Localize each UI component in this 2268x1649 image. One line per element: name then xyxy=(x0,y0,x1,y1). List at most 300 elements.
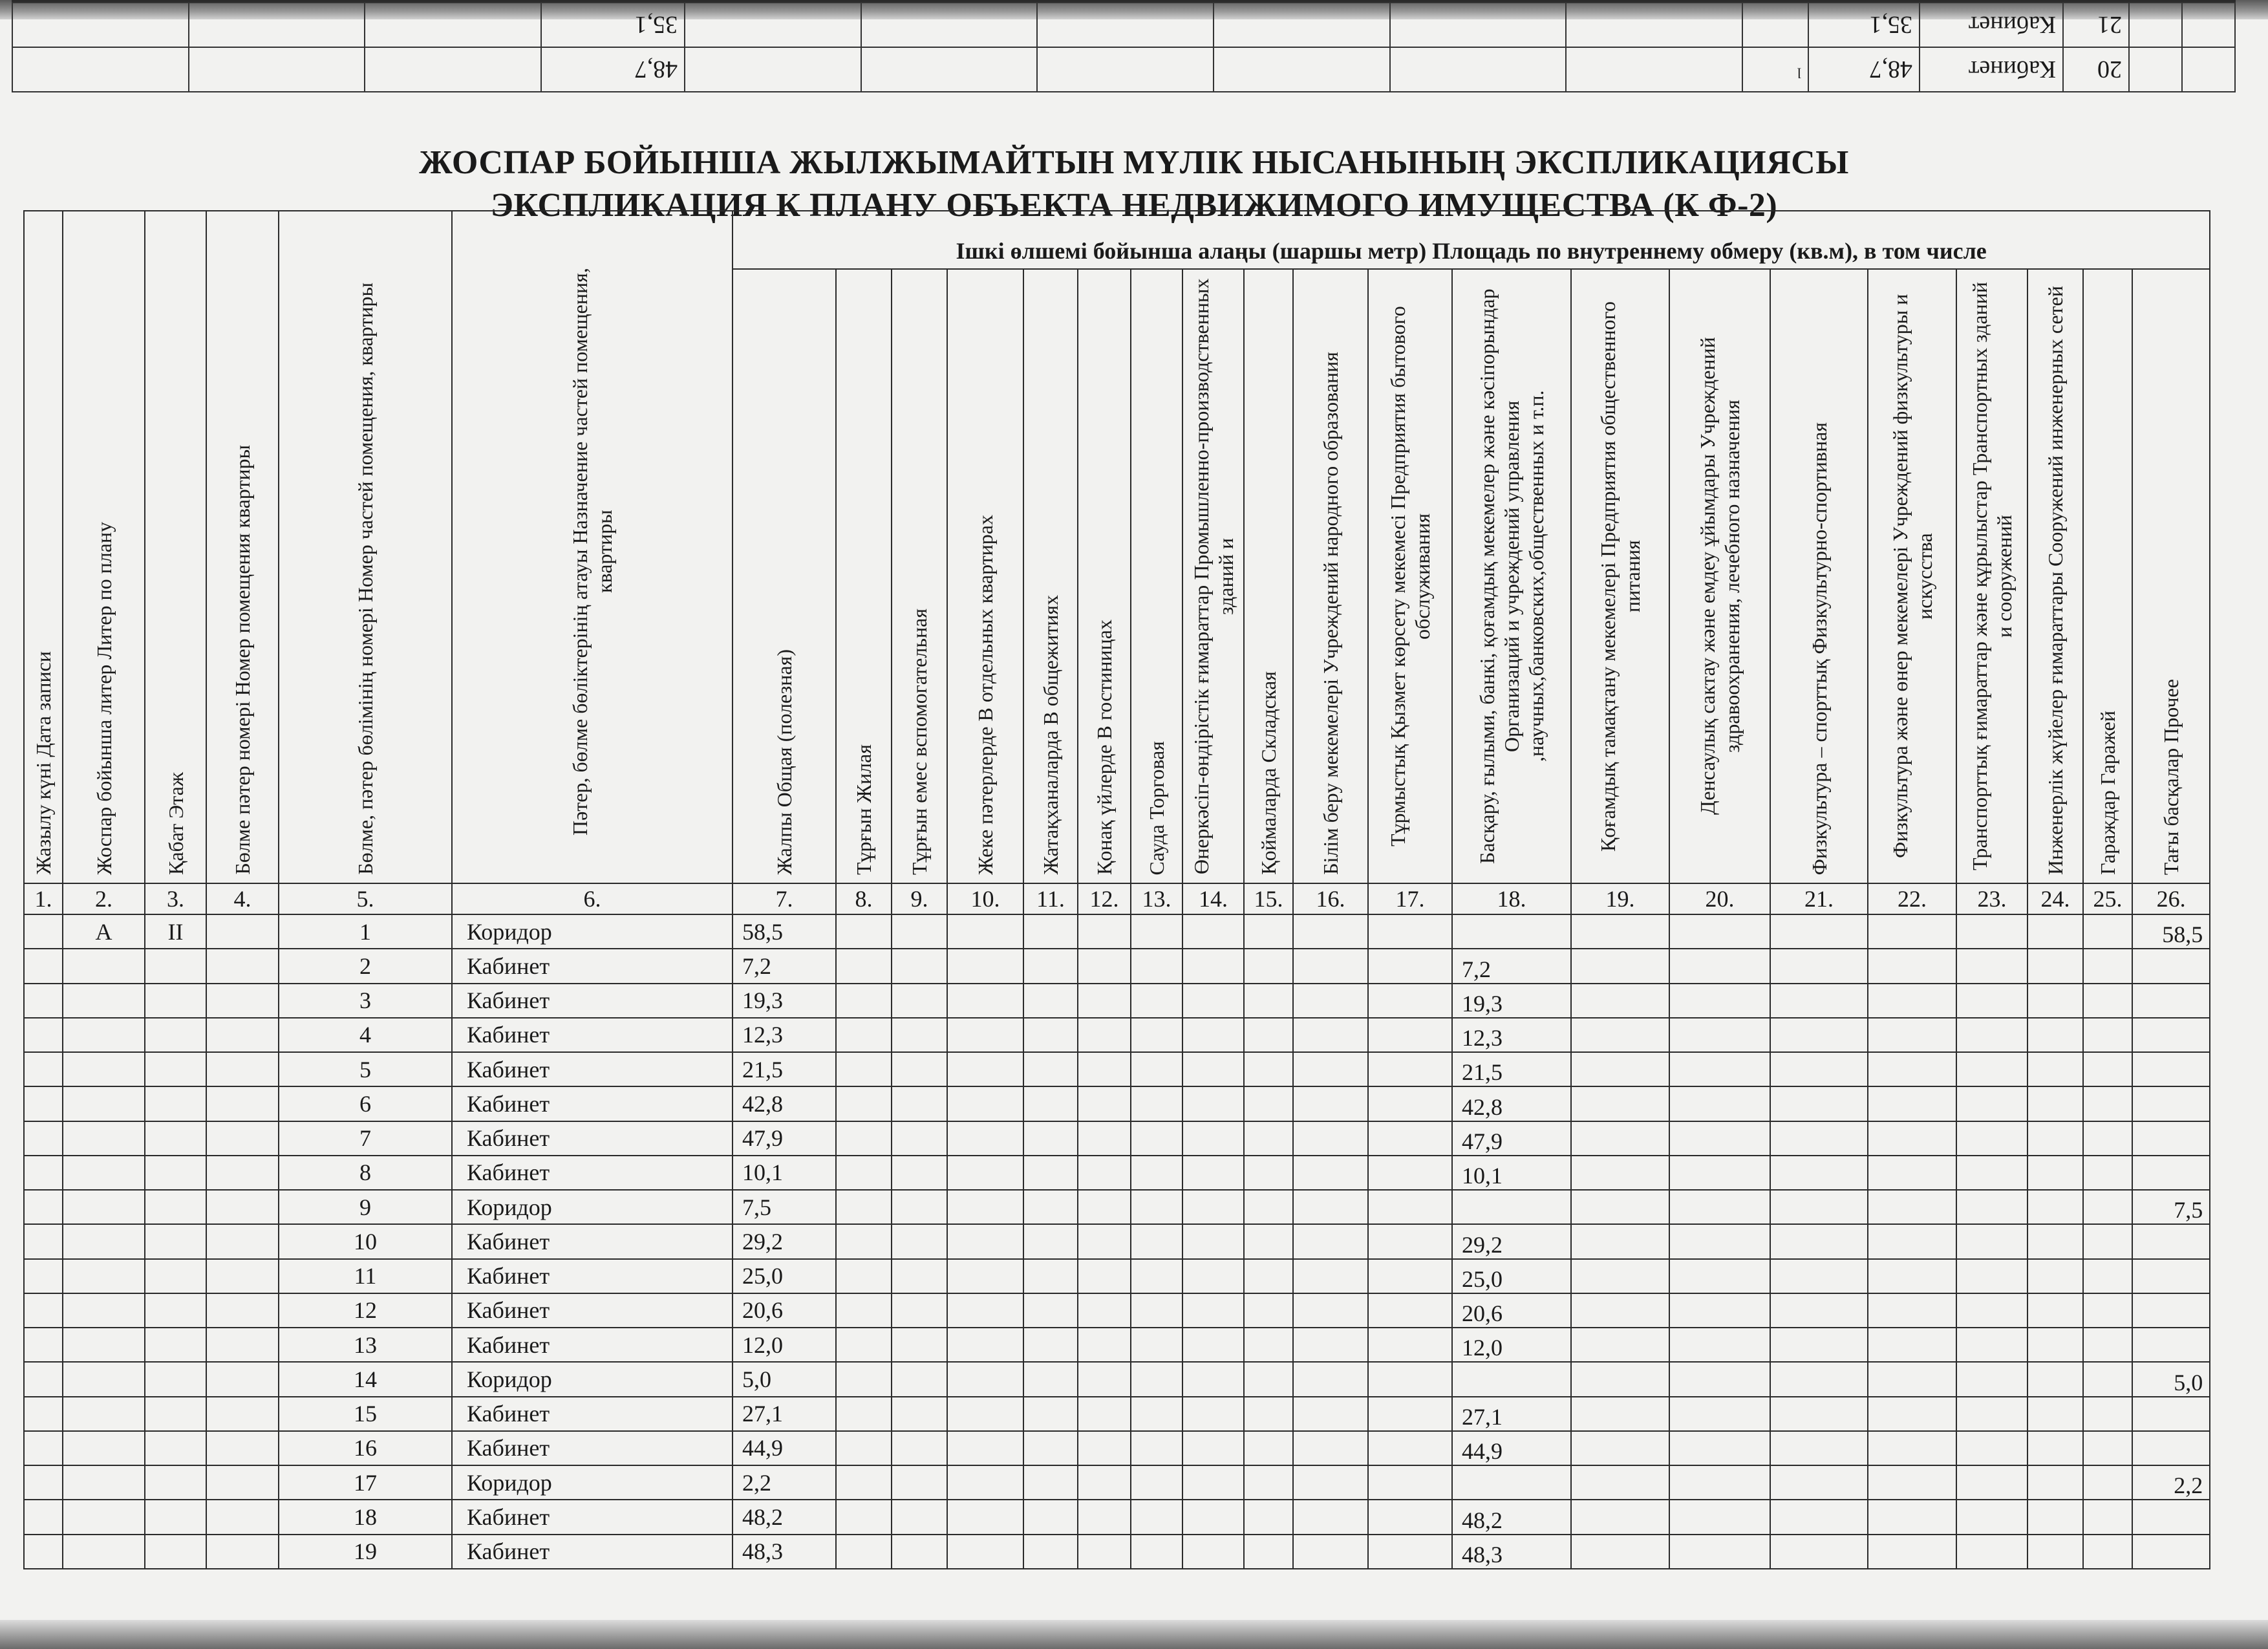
cell-empty xyxy=(1182,1190,1244,1224)
cell-empty xyxy=(1244,1431,1293,1465)
cell-empty xyxy=(1571,984,1669,1018)
header-part-number: Бөлме, пәтер бөлімінің номері Номер частей помещения, квартиры xyxy=(279,211,452,883)
cell-empty xyxy=(947,1190,1023,1224)
cell-empty xyxy=(1131,1362,1182,1396)
cell-administrative: 12,0 xyxy=(1452,1328,1571,1362)
reverse-row-value: 35,1 xyxy=(541,3,685,47)
cell-empty xyxy=(1023,1190,1078,1224)
cell-record-date xyxy=(24,1328,63,1362)
cell-empty xyxy=(892,1362,947,1396)
table-row xyxy=(24,1397,2210,1431)
cell-empty xyxy=(1078,1259,1131,1293)
cell-record-date xyxy=(24,949,63,983)
cell-empty xyxy=(1368,984,1452,1018)
cell-empty xyxy=(947,914,1023,949)
cell-empty xyxy=(1770,1397,1868,1431)
cell-empty xyxy=(1023,1156,1078,1190)
cell-part-number: 7 xyxy=(279,1121,452,1156)
cell-empty xyxy=(1368,1465,1452,1500)
cell-empty xyxy=(2027,984,2083,1018)
cell-total-area: 7,5 xyxy=(733,1190,836,1224)
cell-empty xyxy=(947,1431,1023,1465)
cell-other xyxy=(2132,1500,2210,1534)
column-number: 13. xyxy=(1131,883,1182,914)
cell-part-purpose: Кабинет xyxy=(452,1431,733,1465)
cell-premises-number xyxy=(206,1259,279,1293)
cell-empty xyxy=(1023,1121,1078,1156)
cell-empty xyxy=(1078,1500,1131,1534)
cell-empty xyxy=(2027,1121,2083,1156)
cell-empty xyxy=(892,1328,947,1362)
cell-empty xyxy=(1182,1224,1244,1258)
cell-empty xyxy=(1571,1500,1669,1534)
cell-empty xyxy=(1078,1465,1131,1500)
cell-empty xyxy=(1669,1259,1770,1293)
cell-empty xyxy=(1023,949,1078,983)
cell-empty xyxy=(947,1086,1023,1121)
cell-empty xyxy=(1244,1328,1293,1362)
cell-other xyxy=(2132,1052,2210,1086)
cell-total-area: 12,0 xyxy=(733,1328,836,1362)
cell-other xyxy=(2132,1224,2210,1258)
header-education: Білім беру мекемелері Учреждений народного образования xyxy=(1293,269,1368,883)
cell-empty xyxy=(1956,984,2027,1018)
cell-part-number: 10 xyxy=(279,1224,452,1258)
cell-empty xyxy=(2083,984,2132,1018)
table-row xyxy=(24,1121,2210,1156)
cell-empty xyxy=(1131,914,1182,949)
cell-other xyxy=(2132,984,2210,1018)
cell-total-area: 42,8 xyxy=(733,1086,836,1121)
cell-empty xyxy=(1956,1535,2027,1569)
cell-empty xyxy=(1868,1465,1956,1500)
reverse-row-number: 21 xyxy=(2063,3,2129,47)
cell-empty xyxy=(2083,1224,2132,1258)
document-title-kazakh: ЖОСПАР БОЙЫНША ЖЫЛЖЫМАЙТЫН МҮЛІК НЫСАНЫНЫҢ ЭКСПЛИКАЦИЯСЫ xyxy=(419,144,1849,181)
cell-empty xyxy=(2027,1086,2083,1121)
cell-part-number: 6 xyxy=(279,1086,452,1121)
cell-empty xyxy=(1293,1293,1368,1328)
cell-record-date xyxy=(24,1465,63,1500)
cell-empty xyxy=(1770,1052,1868,1086)
column-number: 26. xyxy=(2132,883,2210,914)
cell-empty xyxy=(1368,1018,1452,1052)
cell-record-date xyxy=(24,1156,63,1190)
cell-empty xyxy=(1956,949,2027,983)
cell-empty xyxy=(1669,1535,1770,1569)
cell-empty xyxy=(836,1293,892,1328)
cell-empty xyxy=(2083,1156,2132,1190)
cell-part-purpose: Кабинет xyxy=(452,1259,733,1293)
cell-other: 7,5 xyxy=(2132,1190,2210,1224)
cell-empty xyxy=(836,1465,892,1500)
cell-empty xyxy=(1368,1086,1452,1121)
cell-empty xyxy=(2083,1052,2132,1086)
cell-premises-number xyxy=(206,1465,279,1500)
cell-empty xyxy=(1770,984,1868,1018)
cell-empty xyxy=(1368,1224,1452,1258)
cell-empty xyxy=(2027,1259,2083,1293)
cell-empty xyxy=(1868,1121,1956,1156)
cell-total-area: 48,3 xyxy=(733,1535,836,1569)
cell-empty xyxy=(1078,949,1131,983)
cell-empty xyxy=(1131,1259,1182,1293)
cell-litera: А xyxy=(63,914,145,949)
column-number: 11. xyxy=(1023,883,1078,914)
header-record-date: Жазылу күні Дата записи xyxy=(24,211,63,883)
cell-empty xyxy=(1368,1052,1452,1086)
cell-empty xyxy=(2027,1362,2083,1396)
cell-empty xyxy=(1078,1156,1131,1190)
header-hotels: Қонақ үйлерде В гостиницах xyxy=(1078,269,1131,883)
cell-empty xyxy=(947,1293,1023,1328)
cell-empty xyxy=(1182,914,1244,949)
cell-empty xyxy=(1868,1535,1956,1569)
cell-part-number: 2 xyxy=(279,949,452,983)
cell-litera xyxy=(63,1018,145,1052)
cell-premises-number xyxy=(206,1431,279,1465)
cell-empty xyxy=(1131,1328,1182,1362)
cell-litera xyxy=(63,1465,145,1500)
cell-empty xyxy=(836,949,892,983)
cell-empty xyxy=(1023,1465,1078,1500)
column-number: 18. xyxy=(1452,883,1571,914)
cell-empty xyxy=(836,1086,892,1121)
cell-empty xyxy=(1956,1224,2027,1258)
cell-empty xyxy=(836,1431,892,1465)
table-row xyxy=(24,914,2210,949)
cell-empty xyxy=(892,1535,947,1569)
cell-part-number: 9 xyxy=(279,1190,452,1224)
cell-empty xyxy=(1244,1465,1293,1500)
cell-part-purpose: Кабинет xyxy=(452,1293,733,1328)
cell-empty xyxy=(1244,1500,1293,1534)
cell-total-area: 20,6 xyxy=(733,1293,836,1328)
cell-empty xyxy=(1868,1431,1956,1465)
cell-empty xyxy=(1023,1086,1078,1121)
cell-litera xyxy=(63,1328,145,1362)
cell-empty xyxy=(2083,949,2132,983)
cell-empty xyxy=(1868,1328,1956,1362)
cell-empty xyxy=(947,949,1023,983)
cell-administrative: 20,6 xyxy=(1452,1293,1571,1328)
cell-empty xyxy=(1023,914,1078,949)
cell-empty xyxy=(1078,1121,1131,1156)
cell-empty xyxy=(1078,1397,1131,1431)
cell-premises-number xyxy=(206,1293,279,1328)
cell-empty xyxy=(1131,1535,1182,1569)
cell-floor xyxy=(145,949,206,983)
table-row xyxy=(24,1362,2210,1396)
cell-empty xyxy=(1131,1018,1182,1052)
cell-empty xyxy=(1669,1224,1770,1258)
cell-other xyxy=(2132,1293,2210,1328)
cell-part-purpose: Кабинет xyxy=(452,984,733,1018)
cell-empty xyxy=(1571,914,1669,949)
table-row xyxy=(24,1328,2210,1362)
table-row xyxy=(24,1465,2210,1500)
cell-empty xyxy=(1244,1397,1293,1431)
cell-empty xyxy=(1669,1293,1770,1328)
cell-empty xyxy=(1368,1397,1452,1431)
cell-empty xyxy=(1770,1086,1868,1121)
cell-empty xyxy=(1770,1362,1868,1396)
cell-empty xyxy=(1293,1052,1368,1086)
header-administrative: Басқару, ғылыми, банкі, қоғамдық мекемелер және кәсіпорындар Организаций и учреждений управления ,научных,банковских,общественных и т.п. xyxy=(1452,269,1571,883)
column-number: 3. xyxy=(145,883,206,914)
cell-empty xyxy=(892,1018,947,1052)
cell-part-purpose: Кабинет xyxy=(452,1121,733,1156)
cell-administrative: 48,3 xyxy=(1452,1535,1571,1569)
cell-empty xyxy=(1244,1190,1293,1224)
cell-empty xyxy=(1770,1224,1868,1258)
cell-empty xyxy=(1368,1362,1452,1396)
cell-part-number: 3 xyxy=(279,984,452,1018)
cell-empty xyxy=(836,1535,892,1569)
table-row xyxy=(24,1156,2210,1190)
cell-empty xyxy=(1571,1293,1669,1328)
cell-record-date xyxy=(24,1190,63,1224)
column-number: 14. xyxy=(1182,883,1244,914)
column-number: 16. xyxy=(1293,883,1368,914)
column-number: 17. xyxy=(1368,883,1452,914)
cell-premises-number xyxy=(206,1156,279,1190)
cell-record-date xyxy=(24,1397,63,1431)
cell-empty xyxy=(947,1397,1023,1431)
cell-empty xyxy=(836,1224,892,1258)
cell-empty xyxy=(1244,1293,1293,1328)
cell-other xyxy=(2132,1259,2210,1293)
cell-litera xyxy=(63,1500,145,1534)
cell-part-number: 14 xyxy=(279,1362,452,1396)
cell-premises-number xyxy=(206,1500,279,1534)
cell-empty xyxy=(1868,1190,1956,1224)
cell-administrative: 44,9 xyxy=(1452,1431,1571,1465)
reverse-page-strip xyxy=(12,0,2236,92)
cell-premises-number xyxy=(206,1190,279,1224)
table-row xyxy=(24,1086,2210,1121)
cell-empty xyxy=(836,1362,892,1396)
cell-litera xyxy=(63,1397,145,1431)
cell-empty xyxy=(1868,984,1956,1018)
cell-total-area: 7,2 xyxy=(733,949,836,983)
header-premises-number: Бөлме пәтер номері Номер помещения квартиры xyxy=(206,211,279,883)
cell-floor xyxy=(145,1224,206,1258)
cell-empty xyxy=(1571,1465,1669,1500)
cell-empty xyxy=(1131,1156,1182,1190)
cell-empty xyxy=(1571,1431,1669,1465)
cell-record-date xyxy=(24,1431,63,1465)
cell-empty xyxy=(2027,1431,2083,1465)
cell-empty xyxy=(1182,1259,1244,1293)
cell-empty xyxy=(1131,984,1182,1018)
cell-empty xyxy=(1244,984,1293,1018)
cell-part-number: 15 xyxy=(279,1397,452,1431)
cell-administrative: 48,2 xyxy=(1452,1500,1571,1534)
cell-empty xyxy=(1244,1121,1293,1156)
cell-empty xyxy=(1956,1397,2027,1431)
cell-empty xyxy=(1182,949,1244,983)
cell-empty xyxy=(1293,1431,1368,1465)
cell-empty xyxy=(2083,914,2132,949)
cell-empty xyxy=(1868,1397,1956,1431)
cell-part-number: 11 xyxy=(279,1259,452,1293)
cell-empty xyxy=(1368,1259,1452,1293)
cell-administrative: 47,9 xyxy=(1452,1121,1571,1156)
cell-empty xyxy=(1244,914,1293,949)
cell-empty xyxy=(836,984,892,1018)
cell-empty xyxy=(1669,1465,1770,1500)
cell-empty xyxy=(1244,1535,1293,1569)
cell-empty xyxy=(1770,1500,1868,1534)
cell-floor xyxy=(145,1293,206,1328)
cell-empty xyxy=(1571,1259,1669,1293)
header-healthcare: Денсаулық сактау және емдеу ұйымдары Учреждений здравоохранения, лечебного назначения xyxy=(1669,269,1770,883)
table-row xyxy=(24,949,2210,983)
cell-litera xyxy=(63,1535,145,1569)
cell-empty xyxy=(2027,1156,2083,1190)
cell-empty xyxy=(1293,1086,1368,1121)
cell-empty xyxy=(1669,1328,1770,1362)
cell-empty xyxy=(1293,1156,1368,1190)
cell-empty xyxy=(836,1190,892,1224)
cell-other xyxy=(2132,1018,2210,1052)
cell-part-number: 8 xyxy=(279,1156,452,1190)
cell-empty xyxy=(892,1465,947,1500)
cell-empty xyxy=(836,1018,892,1052)
header-dormitories: Жатақханаларда В общежитиях xyxy=(1023,269,1078,883)
cell-empty xyxy=(1770,1156,1868,1190)
cell-empty xyxy=(1956,1500,2027,1534)
reverse-row-mark xyxy=(1742,3,1808,47)
cell-part-purpose: Коридор xyxy=(452,1190,733,1224)
cell-administrative: 21,5 xyxy=(1452,1052,1571,1086)
cell-record-date xyxy=(24,1500,63,1534)
cell-empty xyxy=(1131,1190,1182,1224)
cell-administrative: 27,1 xyxy=(1452,1397,1571,1431)
explication-table xyxy=(23,210,2210,1569)
cell-empty xyxy=(1244,949,1293,983)
column-number: 10. xyxy=(947,883,1023,914)
cell-empty xyxy=(947,1500,1023,1534)
cell-empty xyxy=(1244,1052,1293,1086)
cell-empty xyxy=(836,914,892,949)
cell-empty xyxy=(1669,1431,1770,1465)
cell-empty xyxy=(1571,1052,1669,1086)
cell-empty xyxy=(1669,1397,1770,1431)
cell-empty xyxy=(1571,1086,1669,1121)
cell-record-date xyxy=(24,1052,63,1086)
cell-part-number: 5 xyxy=(279,1052,452,1086)
reverse-row-total: 35,1 xyxy=(1808,3,1920,47)
cell-part-number: 1 xyxy=(279,914,452,949)
cell-empty xyxy=(947,1328,1023,1362)
cell-empty xyxy=(1131,1500,1182,1534)
cell-total-area: 19,3 xyxy=(733,984,836,1018)
cell-empty xyxy=(1571,1018,1669,1052)
column-number: 23. xyxy=(1956,883,2027,914)
cell-empty xyxy=(1182,1086,1244,1121)
cell-administrative: 25,0 xyxy=(1452,1259,1571,1293)
cell-empty xyxy=(1368,1121,1452,1156)
cell-part-purpose: Кабинет xyxy=(452,1535,733,1569)
cell-record-date xyxy=(24,984,63,1018)
cell-part-number: 18 xyxy=(279,1500,452,1534)
cell-total-area: 10,1 xyxy=(733,1156,836,1190)
cell-empty xyxy=(1244,1224,1293,1258)
cell-empty xyxy=(1770,1328,1868,1362)
cell-empty xyxy=(1131,949,1182,983)
header-sports: Физкультура – спорттық Физкультурно-спортивная xyxy=(1770,269,1868,883)
cell-premises-number xyxy=(206,1086,279,1121)
cell-other xyxy=(2132,1121,2210,1156)
cell-other xyxy=(2132,1086,2210,1121)
cell-administrative xyxy=(1452,1190,1571,1224)
cell-empty xyxy=(1770,1535,1868,1569)
cell-empty xyxy=(1293,1535,1368,1569)
header-auxiliary: Тұрғын емес вспомогательная xyxy=(892,269,947,883)
cell-empty xyxy=(1182,1465,1244,1500)
cell-empty xyxy=(1669,1156,1770,1190)
cell-empty xyxy=(836,1328,892,1362)
header-consumer-services: Тұрмыстық Қызмет көрсету мекемесі Предприятия бытового обслуживания xyxy=(1368,269,1452,883)
reverse-row-name: Кабинет xyxy=(1920,3,2063,47)
header-other: Тағы басқалар Прочее xyxy=(2132,269,2210,883)
cell-administrative: 12,3 xyxy=(1452,1018,1571,1052)
cell-part-purpose: Коридор xyxy=(452,914,733,949)
cell-empty xyxy=(1131,1224,1182,1258)
cell-empty xyxy=(2027,949,2083,983)
cell-empty xyxy=(892,1121,947,1156)
cell-empty xyxy=(1293,1259,1368,1293)
cell-empty xyxy=(1293,1018,1368,1052)
cell-floor: II xyxy=(145,914,206,949)
cell-empty xyxy=(1244,1018,1293,1052)
cell-empty xyxy=(1182,1018,1244,1052)
cell-empty xyxy=(1244,1259,1293,1293)
cell-floor xyxy=(145,1431,206,1465)
cell-litera xyxy=(63,1190,145,1224)
cell-empty xyxy=(2027,1018,2083,1052)
cell-administrative xyxy=(1452,1362,1571,1396)
cell-empty xyxy=(1244,1086,1293,1121)
cell-litera xyxy=(63,1362,145,1396)
cell-premises-number xyxy=(206,914,279,949)
cell-part-purpose: Кабинет xyxy=(452,1224,733,1258)
cell-empty xyxy=(1023,1224,1078,1258)
cell-other xyxy=(2132,949,2210,983)
cell-empty xyxy=(1131,1431,1182,1465)
cell-empty xyxy=(1368,1190,1452,1224)
cell-empty xyxy=(1293,984,1368,1018)
cell-empty xyxy=(1368,1500,1452,1534)
cell-part-number: 12 xyxy=(279,1293,452,1328)
cell-empty xyxy=(1131,1121,1182,1156)
cell-total-area: 21,5 xyxy=(733,1052,836,1086)
cell-empty xyxy=(2027,1465,2083,1500)
cell-floor xyxy=(145,1086,206,1121)
cell-total-area: 27,1 xyxy=(733,1397,836,1431)
cell-empty xyxy=(1770,1121,1868,1156)
cell-total-area: 47,9 xyxy=(733,1121,836,1156)
table-row xyxy=(24,1535,2210,1569)
cell-record-date xyxy=(24,1535,63,1569)
cell-other xyxy=(2132,1397,2210,1431)
cell-empty xyxy=(892,1259,947,1293)
header-trade: Сауда Торговая xyxy=(1131,269,1182,883)
cell-part-number: 19 xyxy=(279,1535,452,1569)
cell-floor xyxy=(145,1156,206,1190)
